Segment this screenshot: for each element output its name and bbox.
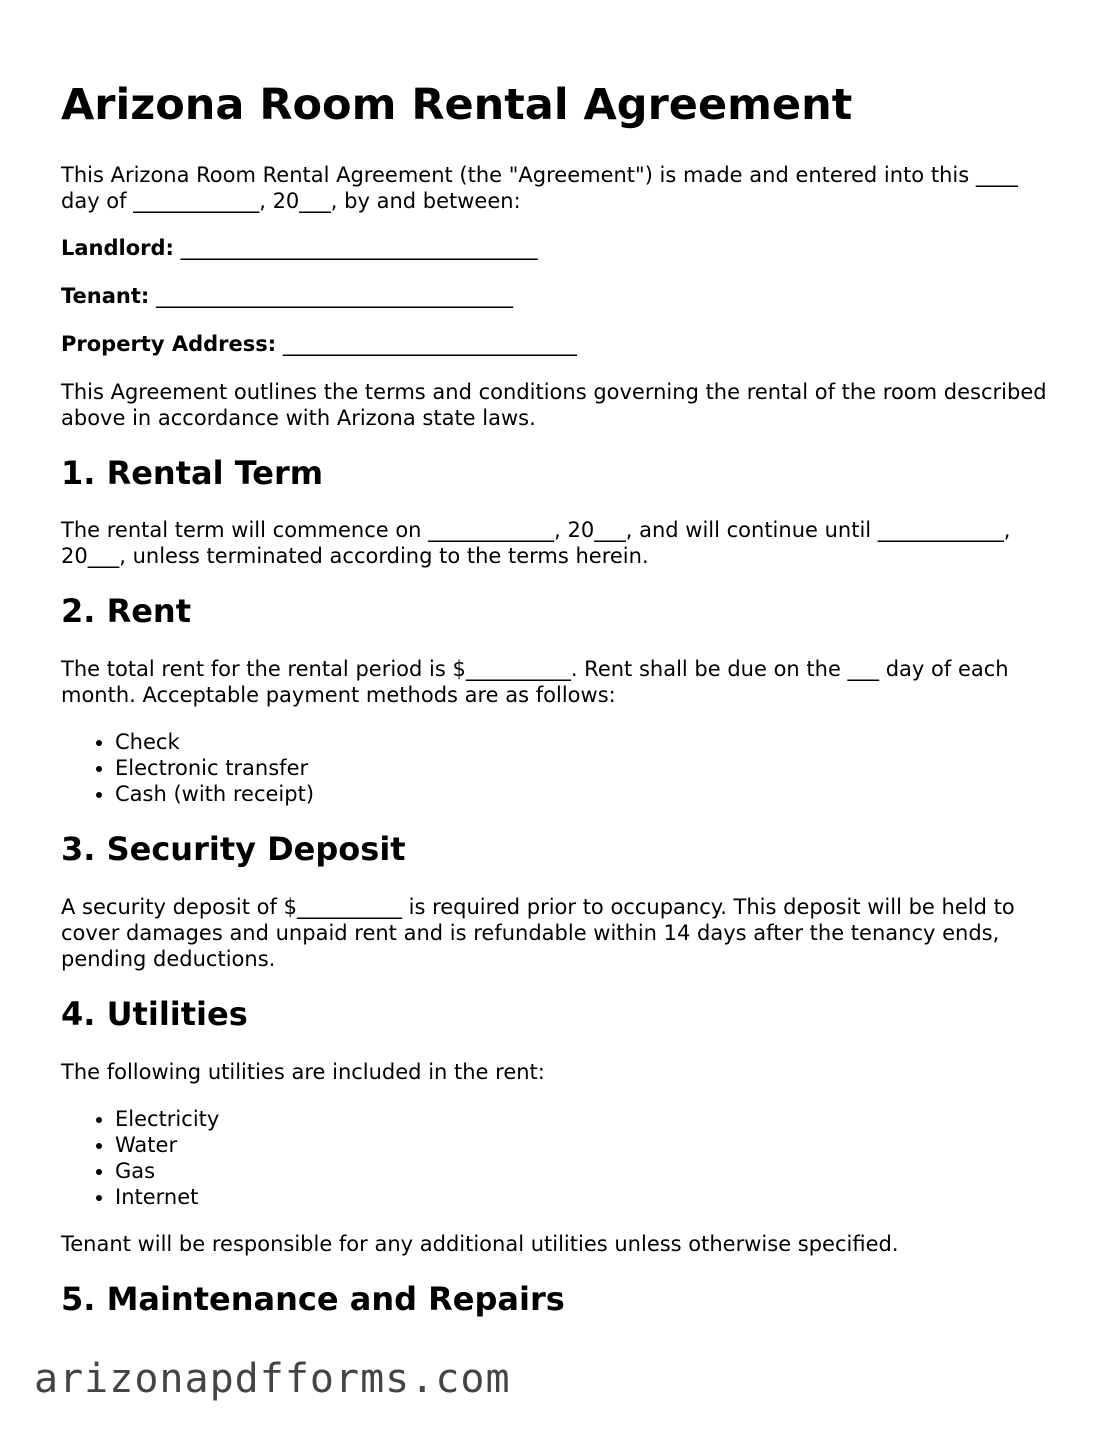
list-item: • Water [115, 1132, 1061, 1158]
property-address-field [61, 331, 1061, 357]
security-deposit-heading: 3. Security Deposit [61, 830, 406, 869]
property-address-label: Property Address: [61, 331, 277, 356]
list-item: • Check [115, 729, 1061, 755]
landlord-field [61, 235, 1061, 261]
watermark: arizonapdfforms.com [34, 1356, 511, 1402]
document-title: Arizona Room Rental Agreement [61, 80, 853, 130]
utilities-note: Tenant will be responsible for any additional utilities unless otherwise specified. [61, 1231, 899, 1256]
outline-paragraph: This Agreement outlines the terms and conditions governing the rental of the room described above in accordance with Arizona state laws. [61, 379, 1047, 430]
utilities-heading: 4. Utilities [61, 994, 248, 1033]
tenant-label: Tenant: [61, 283, 150, 308]
list-item: • Electronic transfer [115, 755, 1061, 781]
security-deposit-text: A security deposit of $__________ is required prior to occupancy. This deposit will be held to cover damages and unpaid rent and is refundable within 14 days after the tenancy ends, pending deductions. [61, 894, 1015, 971]
landlord-label: Landlord: [61, 235, 174, 260]
document-page [61, 70, 1061, 1344]
tenant-field [61, 283, 1061, 309]
property-address-blank: ____________________________ [282, 331, 577, 356]
landlord-blank: __________________________________ [180, 235, 538, 260]
utilities-list [61, 1106, 1061, 1210]
list-item: • Electricity [115, 1106, 1061, 1132]
maintenance-heading: 5. Maintenance and Repairs [61, 1279, 565, 1318]
rental-term-heading: 1. Rental Term [61, 453, 324, 492]
tenant-blank: __________________________________ [155, 283, 513, 308]
rent-text: The total rent for the rental period is $__________. Rent shall be due on the ___ day of each month. Acceptable payment methods are as follows: [61, 657, 1009, 708]
intro-paragraph: This Arizona Room Rental Agreement (the "Agreement") is made and entered into this ____ day of ____________, 20___, by and between: [61, 162, 1018, 213]
list-item: • Internet [115, 1184, 1061, 1210]
utilities-intro: The following utilities are included in the rent: [61, 1059, 545, 1084]
list-item: • Cash (with receipt) [115, 781, 1061, 807]
rent-heading: 2. Rent [61, 592, 191, 631]
rental-term-text: The rental term will commence on ____________, 20___, and will continue until ____________, 20___, unless terminated according to the terms herein. [61, 518, 1011, 569]
payment-methods-list [61, 729, 1061, 807]
list-item: • Gas [115, 1158, 1061, 1184]
